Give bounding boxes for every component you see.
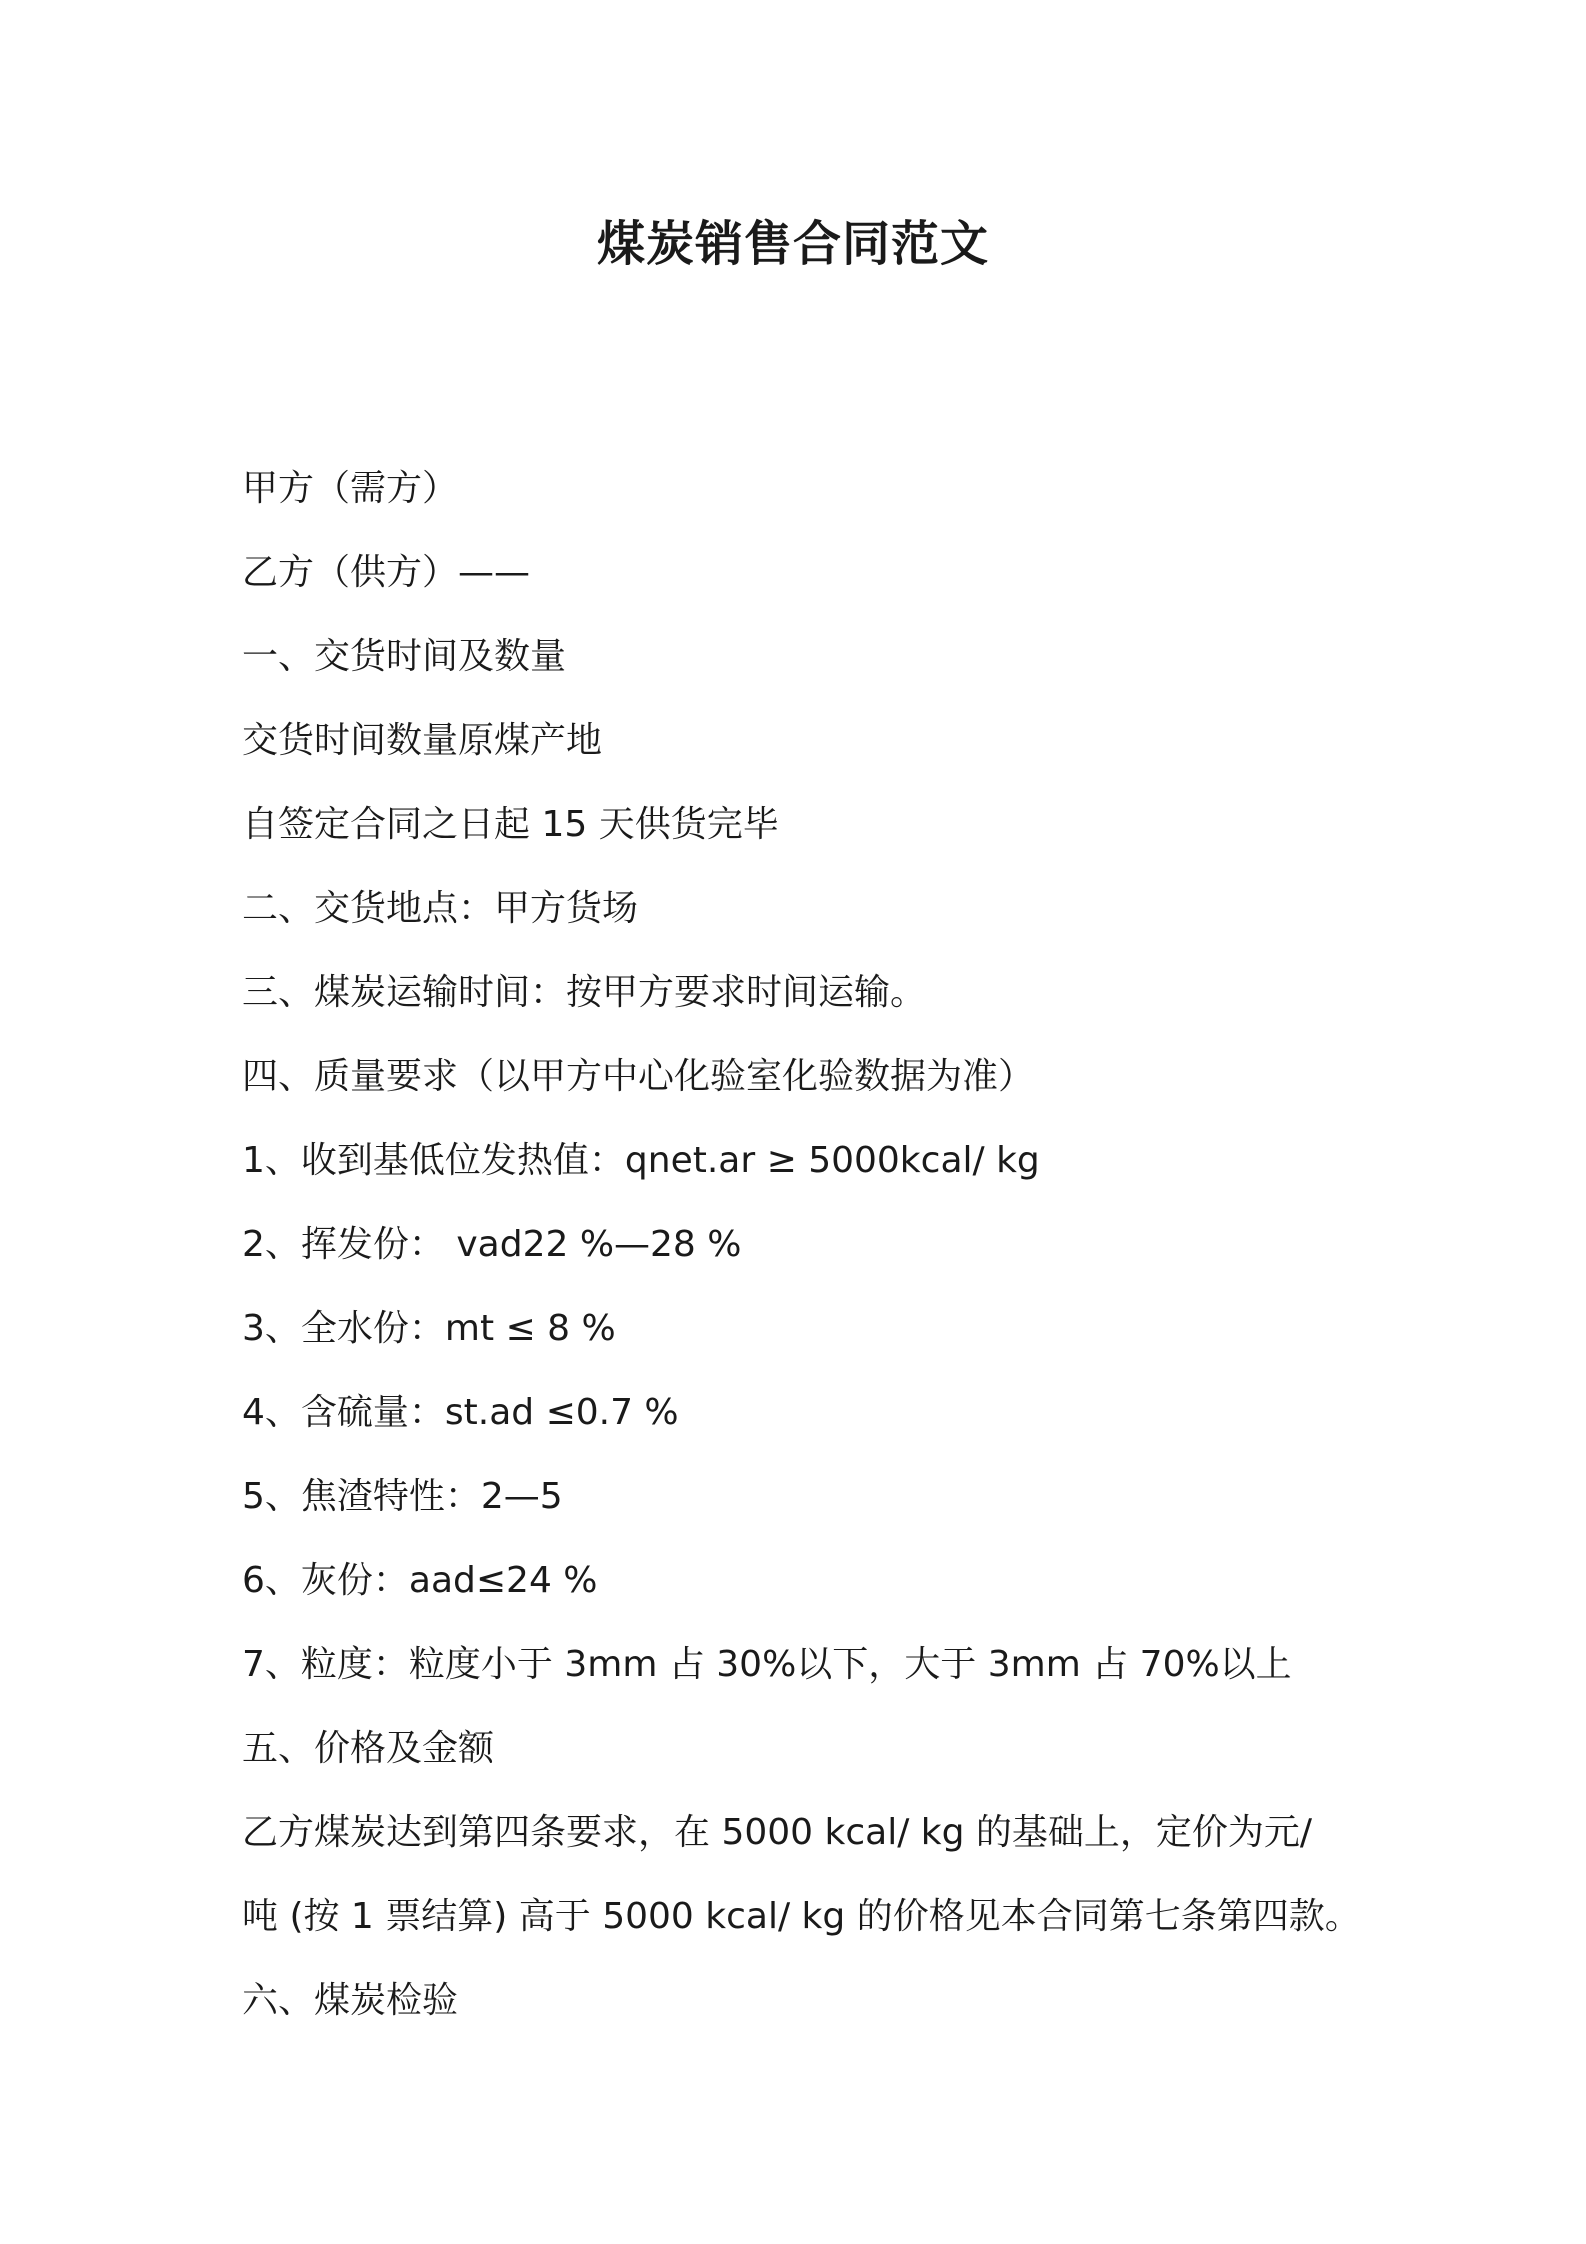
quality-item: 7、粒度：粒度小于 3mm 占 30%以下，大于 3mm 占 70%以上 [242, 1644, 1292, 1685]
section-heading-quality: 四、质量要求（以甲方中心化验室化验数据为准） [242, 1056, 1035, 1097]
paragraph-line: 吨 (按 1 票结算) 高于 5000 kcal/ kg 的价格见本合同第七条第四款。 [242, 1896, 1361, 1937]
quality-item: 6、灰份：aad≤24 % [242, 1560, 598, 1601]
quality-item: 4、含硫量：st.ad ≤0.7 % [242, 1392, 679, 1433]
section-heading-delivery-place: 二、交货地点：甲方货场 [242, 888, 639, 929]
party-a-line: 甲方（需方） [242, 468, 459, 509]
paragraph-line: 交货时间数量原煤产地 [242, 720, 603, 761]
paragraph-line: 自签定合同之日起 15 天供货完毕 [242, 804, 779, 845]
section-heading-inspection: 六、煤炭检验 [242, 1980, 459, 2021]
quality-item: 1、收到基低位发热值：qnet.ar ≥ 5000kcal/ kg [242, 1140, 1040, 1181]
section-heading-price: 五、价格及金额 [242, 1728, 495, 1769]
document-body [242, 447, 1422, 2043]
section-heading-delivery-time: 一、交货时间及数量 [242, 636, 567, 677]
quality-item: 5、焦渣特性：2—5 [242, 1476, 563, 1517]
party-b-line: 乙方（供方）—— [242, 552, 531, 593]
document-title: 煤炭销售合同范文 [596, 216, 989, 272]
section-heading-transport-time: 三、煤炭运输时间：按甲方要求时间运输。 [242, 972, 927, 1013]
quality-item: 2、挥发份： vad22 %—28 % [242, 1224, 742, 1265]
paragraph-line: 乙方煤炭达到第四条要求，在 5000 kcal/ kg 的基础上，定价为元/ [242, 1812, 1313, 1853]
quality-item: 3、全水份：mt ≤ 8 % [242, 1308, 616, 1349]
